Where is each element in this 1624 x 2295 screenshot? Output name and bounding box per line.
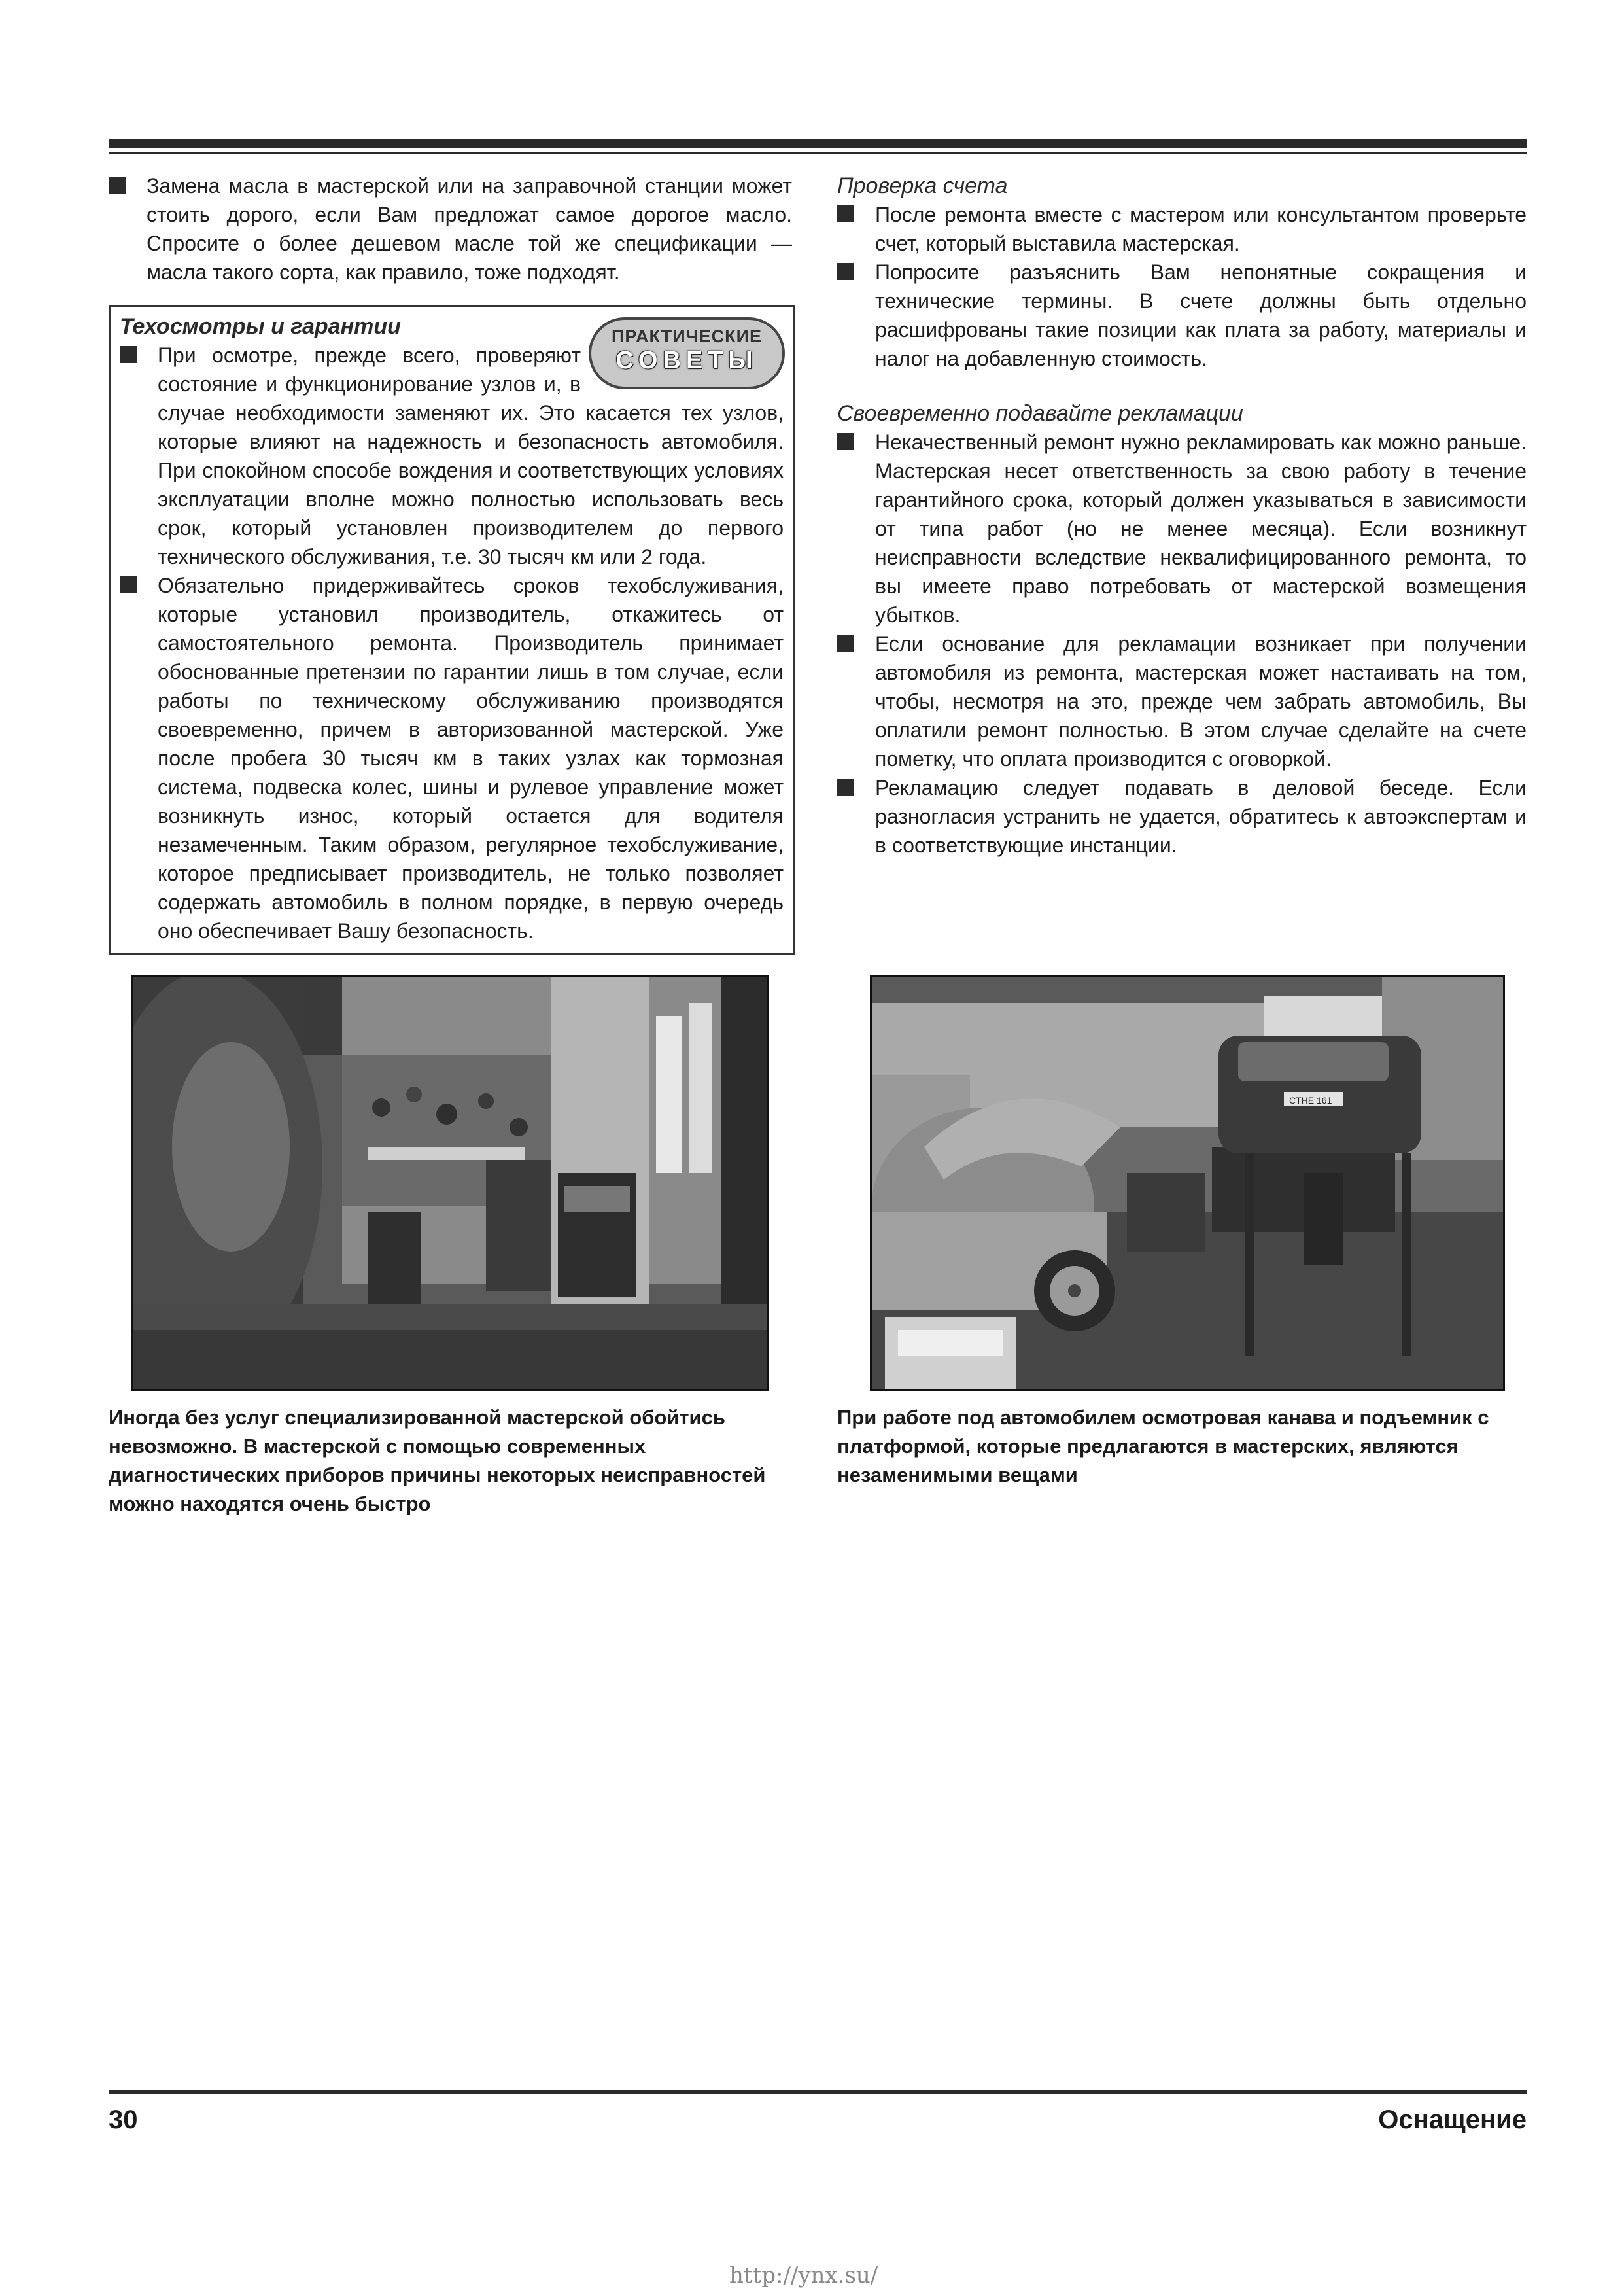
footer-url[interactable]: http://ynx.su/ [729,2262,878,2288]
list-item [120,571,784,945]
bullet-square-icon [837,263,854,280]
right-column [837,171,1527,860]
workshop-diagnostics-photo [131,975,769,1391]
list-item [109,171,792,287]
tipbox-bullet-1: При осмотре, прежде всего, проверяют состояние и функционирование узлов и, в случае необходимости заменяют их. Это касается тех узлов, которые влияют на надежность и безопасность автомобиля. При спокойном способе вождения и соответствующих условиях эксплуатации вполне можно полностью использовать весь срок, который установлен производителем до первого технического обслуживания, т.е. 30 тысяч км или 2 года. [158,343,784,569]
claims-bullet-3: Рекламацию следует подавать в деловой беседе. Если разногласия устранить не удается, обратитесь к автоэкспертам и в соответствующие инстанции. [875,776,1527,857]
bullet-square-icon [837,433,854,450]
bullet-square-icon [837,635,854,652]
badge-line1: ПРАКТИЧЕСКИЕ [612,326,762,346]
list-item [837,428,1527,629]
top-rule [109,139,1527,148]
tipbox-bullet-2: Обязательно придерживайтесь сроков техобслуживания, которые установил производитель, откажитесь от самостоятельного ремонта. Производитель принимает обоснованные претензии по гарантии лишь в том случае, если работы по техническому обслуживанию производятся своевременно, причем в авторизованной мастерской. Уже после пробега 30 тысяч км в таких узлах как тормозная система, подвеска колес, шины и рулевое управление может возникнуть износ, который остается для водителя незамеченным. Таким образом, регулярное техобслуживание, которое предписывает производитель, не только позволяет содержать автомобиль в полном порядке, в первую очередь оно обеспечивает Вашу безопасность. [158,574,784,943]
car-lift-photo [870,975,1505,1391]
list-item [837,773,1527,860]
page-number: 30 [109,2105,138,2134]
claims-bullet-2: Если основание для рекламации возникает при получении автомобиля из ремонта, мастерская может настаивать на том, чтобы, несмотря на это, прежде чем забрать автомобиль, Вы оплатили ремонт полностью. В этом случае сделайте на счете пометку, что оплата производится с оговоркой. [875,632,1527,771]
car-lift-image [872,977,1503,1389]
bullet-square-icon [109,177,126,194]
bullet-square-icon [120,576,137,593]
left-column [109,171,792,955]
workshop-diagnostics-image [133,977,767,1389]
right-photo-caption: При работе под автомобилем осмотровая канава и подъемник с платформой, которые предлагаются в мастерских, являются незаменимыми вещами [837,1406,1489,1486]
top-rule-thin [109,152,1527,154]
tipbox-heading: Техосмотры и гарантии [120,314,401,339]
bottom-rule [109,2090,1527,2094]
list-item [837,258,1527,373]
license-plate-text: CTHE 161 [1289,1095,1332,1106]
badge-line2: СОВЕТЫ [615,347,758,374]
claims-bullet-1: Некачественный ремонт нужно рекламировать как можно раньше. Мастерская несет ответственность за свою работу в течение гарантийного срока, который должен указываться в зависимости от типа работ (но не менее месяца). Если возникнут неисправности вследствие неквалифицированного ремонта, то вы имеете право потребовать от мастерской возмещения убытков. [875,430,1527,627]
intro-bullet-text: Замена масла в мастерской или на заправочной станции может стоить дорого, если Вам предложат самое дорогое масло. Спросите о более дешевом масле той же спецификации — масла такого сорта, как правило, тоже подходят. [147,174,792,284]
section-heading-claims: Своевременно подавайте рекламации [837,401,1243,426]
section-name: Оснащение [1378,2105,1527,2134]
invoice-bullet-2: Попросите разъяснить Вам непонятные сокращения и технические термины. В счете должны быть отдельно расшифрованы такие позиции как плата за работу, материалы и налог на добавленную стоимость. [875,260,1527,370]
practical-tips-box [109,305,795,955]
list-item [120,341,784,571]
bullet-square-icon [837,779,854,796]
list-item [837,200,1527,258]
list-item [837,629,1527,773]
left-photo-caption: Иногда без услуг специализированной мастерской обойтись невозможно. В мастерской с помощью современных диагностических приборов причины некоторых неисправностей можно находятся очень быстро [109,1406,766,1515]
invoice-bullet-1: После ремонта вместе с мастером или консультантом проверьте счет, который выставила мастерская. [875,203,1527,255]
bullet-square-icon [837,205,854,222]
bullet-square-icon [120,346,137,363]
section-heading-invoice: Проверка счета [837,173,1008,198]
